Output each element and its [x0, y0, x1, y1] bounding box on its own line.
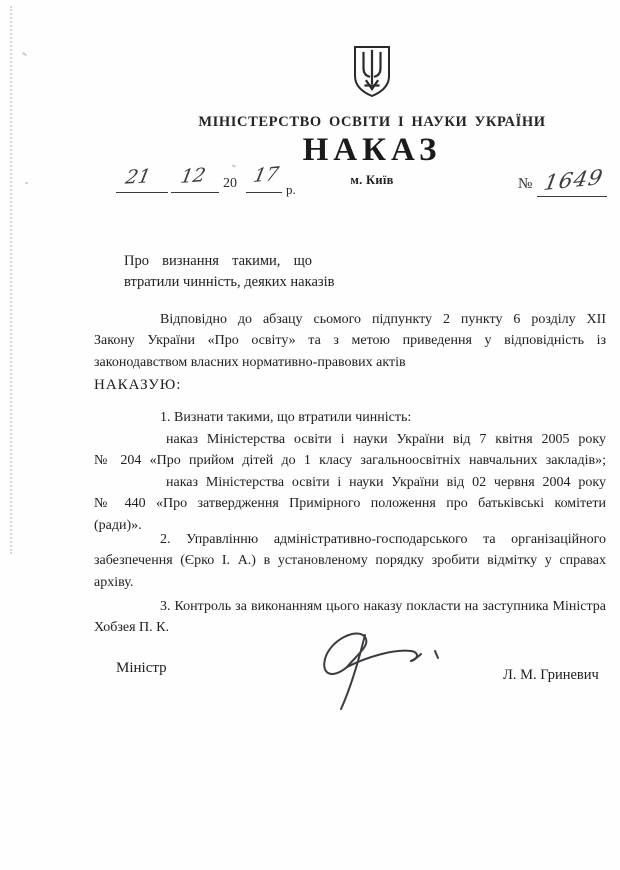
scan-edge-dotted-line — [10, 6, 12, 554]
handwritten-number: 1649 — [542, 165, 606, 195]
date-month-underline — [171, 192, 219, 193]
item1-line-6: (ради)». — [94, 518, 142, 533]
item3-line-1: 3. Контроль за виконанням цього наказу покласти на заступника Міністра — [160, 599, 606, 614]
item1-line-4: наказ Міністерства освіти і науки України від 02 червня 2004 року — [166, 475, 606, 490]
subject-line-2: втратили чинність, деяких наказів — [124, 273, 335, 290]
scan-speck — [25, 182, 28, 184]
preamble-line-2: Закону України «Про освіту» та з метою приведення у відповідність із — [94, 333, 606, 348]
handwritten-signature — [313, 625, 453, 718]
tryzub-emblem-icon — [351, 45, 393, 104]
subject-line-1: Про визнання такими, що — [124, 253, 312, 269]
item1-line-5: № 440 «Про затвердження Примірного положення про батьківські комітети — [94, 496, 606, 511]
preamble-line-3: законодавством власних нормативно-правових актів — [94, 355, 406, 370]
preamble-line-1: Відповідно до абзацу сьомого підпункту 2 пункту 6 розділу XII — [160, 312, 606, 327]
document-type-title: НАКАЗ — [302, 132, 442, 168]
scan-speck — [22, 52, 27, 57]
handwritten-day: 21 — [123, 165, 153, 189]
date-year-underline — [246, 192, 282, 193]
order-word: НАКАЗУЮ: — [94, 377, 182, 393]
signer-name: Л. М. Гриневич — [503, 667, 599, 683]
number-underline — [537, 196, 607, 197]
handwritten-month: 12 — [178, 164, 208, 188]
date-century-printed: 20 — [223, 176, 237, 191]
handwritten-year: 17 — [251, 162, 281, 188]
city-label: м. Київ — [350, 173, 394, 187]
item1-line-1: 1. Визнати такими, що втратили чинність: — [160, 410, 412, 425]
item2-line-1: 2. Управлінню адміністративно-господарського та організаційного — [160, 532, 606, 547]
signer-position-label: Міністр — [116, 660, 167, 676]
date-day-underline — [116, 192, 168, 193]
number-label: № — [518, 176, 533, 192]
date-suffix: р. — [286, 182, 296, 197]
item2-line-2: забезпечення (Єрко І. А.) в установленому порядку зробити відмітку у справах — [94, 553, 606, 568]
ministry-title: МІНІСТЕРСТВО ОСВІТИ І НАУКИ УКРАЇНИ — [198, 114, 546, 130]
item1-line-2: наказ Міністерства освіти і науки України від 7 квітня 2005 року — [166, 432, 606, 447]
subject-block — [124, 251, 338, 292]
item2-line-3: архіву. — [94, 575, 134, 590]
item3-line-2: Хобзея П. К. — [94, 620, 169, 635]
item1-line-3: № 204 «Про прийом дітей до 1 класу загальноосвітніх навчальних закладів»; — [94, 453, 606, 468]
